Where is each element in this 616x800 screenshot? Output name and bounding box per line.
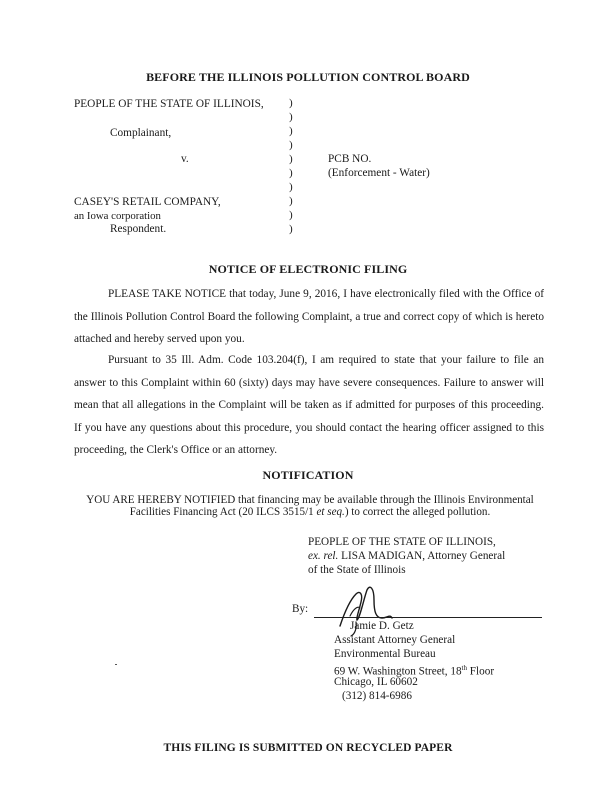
caption-paren: ) — [289, 181, 293, 193]
by-label: By: — [292, 603, 309, 615]
footer-recycled-paper: THIS FILING IS SUBMITTED ON RECYCLED PAPER — [163, 742, 453, 754]
respondent-type: an Iowa corporation — [74, 210, 161, 222]
notification-text-part: YOU ARE HEREBY NOTIFIED that financing may be available through the Illinois Environmental Facilities Financing Act (20 ILCS 3515/1 — [86, 494, 534, 518]
caption-paren: ) — [289, 223, 293, 235]
case-number: PCB NO. — [328, 153, 372, 165]
attorney-street-floor: Floor — [467, 665, 495, 678]
speck — [115, 664, 117, 665]
caption-paren: ) — [289, 209, 293, 221]
signatory-exrel: ex. rel. — [308, 550, 339, 562]
board-title: BEFORE THE ILLINOIS POLLUTION CONTROL BOARD — [146, 70, 470, 84]
notice-paragraph-1 — [74, 283, 544, 351]
signatory-attorney-general — [308, 550, 505, 564]
case-type: (Enforcement - Water) — [328, 167, 430, 179]
caption-paren: ) — [289, 153, 293, 165]
signatory-ag-name: LISA MADIGAN, Attorney General — [338, 550, 506, 562]
complainant-name: PEOPLE OF THE STATE OF ILLINOIS, — [74, 98, 264, 110]
notification-text-italic: et seq. — [316, 506, 345, 518]
notice-paragraph-1-text: PLEASE TAKE NOTICE that today, June 9, 2016, I have electronically filed with the Office of the Illinois Pollution Control Board the following Complaint, a true and correct copy of which is hereto attached and hereby served upon you. — [74, 288, 544, 345]
complainant-role: Complainant, — [110, 127, 172, 139]
caption-paren: ) — [289, 97, 293, 109]
versus-label: v. — [181, 153, 189, 165]
signatory-state: of the State of Illinois — [308, 564, 406, 576]
attorney-name: Jamie D. Getz — [350, 620, 414, 632]
caption-paren: ) — [289, 111, 293, 123]
notification-title: NOTIFICATION — [262, 468, 354, 482]
caption-paren: ) — [289, 139, 293, 151]
caption-paren: ) — [289, 195, 293, 207]
respondent-role: Respondent. — [110, 223, 167, 235]
respondent-name: CASEY'S RETAIL COMPANY, — [74, 196, 221, 208]
attorney-city: Chicago, IL 60602 — [334, 676, 418, 688]
attorney-title: Assistant Attorney General — [334, 634, 456, 646]
attorney-phone: (312) 814-6986 — [342, 690, 412, 702]
signatory-party: PEOPLE OF THE STATE OF ILLINOIS, — [308, 536, 496, 548]
notification-text — [74, 494, 546, 518]
attorney-bureau: Environmental Bureau — [334, 648, 436, 660]
caption-paren: ) — [289, 167, 293, 179]
notice-paragraph-2 — [74, 349, 544, 462]
attorney-street-suffix: th — [461, 664, 467, 672]
notification-text-part: ) to correct the alleged pollution. — [344, 506, 491, 518]
notice-title: NOTICE OF ELECTRONIC FILING — [208, 262, 408, 276]
notice-paragraph-2-text: Pursuant to 35 Ill. Adm. Code 103.204(f), I am required to state that your failure to file an answer to this Complaint within 60 (sixty) days may have severe consequences. Failure to answer will mean that all allegations in the Complaint will be taken as if admitted for purposes of this proceeding. If you have any questions about this procedure, you should contact the hearing officer assigned to this proceeding, the Clerk's Office or an attorney. — [74, 354, 544, 456]
caption-paren: ) — [289, 125, 293, 137]
attorney-street-number: 69 W. Washington Street, 18 — [334, 665, 462, 678]
